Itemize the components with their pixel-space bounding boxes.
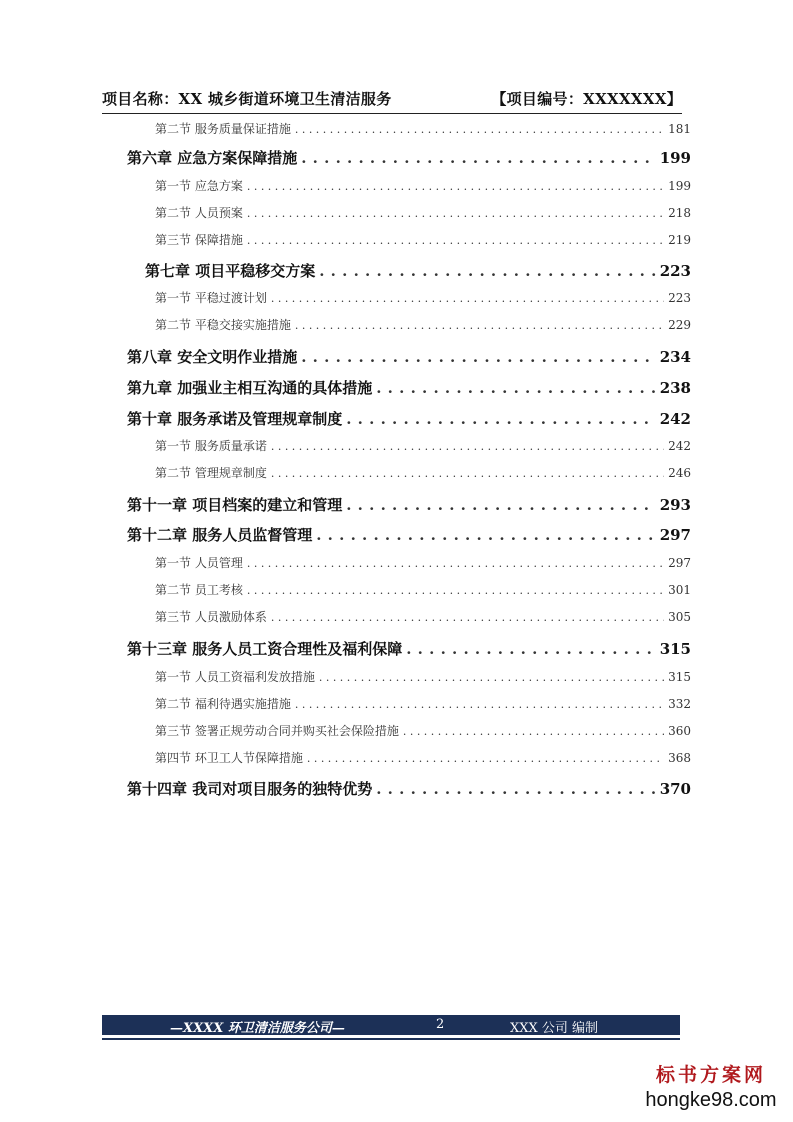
toc-entry-label: 第十四章 我司对项目服务的独特优势 <box>127 780 373 798</box>
toc-chapter-row[interactable] <box>127 524 691 545</box>
toc-page-number: 370 <box>659 780 691 798</box>
toc-page-number: 246 <box>668 466 691 480</box>
toc-page-number: 360 <box>668 724 691 738</box>
toc-page-number: 181 <box>668 122 691 136</box>
toc-entry-label: 第十三章 服务人员工资合理性及福利保障 <box>127 640 403 658</box>
toc-entry-label: 第二节 管理规章制度 <box>155 466 267 480</box>
toc-chapter-row[interactable] <box>127 408 691 429</box>
toc-leader-dots <box>247 584 664 597</box>
toc-leader-dots <box>316 526 655 544</box>
watermark <box>636 1064 786 1112</box>
toc-leader-dots <box>295 698 664 711</box>
toc-leader-dots <box>301 149 655 167</box>
toc-page-number: 242 <box>659 410 691 428</box>
footer-company: —XXXX 环卫清洁服务公司— <box>170 1021 345 1036</box>
toc-leader-dots <box>271 611 664 624</box>
toc-leader-dots <box>319 671 664 684</box>
toc-entry-label: 第二节 福利待遇实施措施 <box>155 697 291 711</box>
toc-entry-label: 第十章 服务承诺及管理规章制度 <box>127 410 343 428</box>
toc-leader-dots <box>295 319 664 332</box>
toc-entry-label: 第二节 平稳交接实施措施 <box>155 318 291 332</box>
toc-section-row[interactable] <box>155 120 691 137</box>
toc-page-number: 368 <box>668 751 691 765</box>
toc-leader-dots <box>403 725 664 738</box>
toc-page-number: 315 <box>668 670 691 684</box>
toc-section-row[interactable] <box>155 668 691 685</box>
toc-entry-label: 第六章 应急方案保障措施 <box>127 149 298 167</box>
project-name: 项目名称：XX 城乡街道环境卫生清洁服务 <box>102 90 392 108</box>
toc-entry-label: 第二节 服务质量保证措施 <box>155 122 291 136</box>
toc-entry-label: 第九章 加强业主相互沟通的具体措施 <box>127 379 373 397</box>
toc-entry-label: 第一节 服务质量承诺 <box>155 439 267 453</box>
watermark-name: 标书方案网 <box>655 1065 766 1086</box>
toc-page-number: 199 <box>659 149 691 167</box>
toc-leader-dots <box>376 379 655 397</box>
toc-section-row[interactable] <box>155 608 691 625</box>
toc-leader-dots <box>247 557 664 570</box>
toc-page-number: 229 <box>668 318 691 332</box>
toc-leader-dots <box>271 467 664 480</box>
toc-page-number: 223 <box>668 291 691 305</box>
page-footer <box>102 1015 680 1035</box>
toc-page-number: 293 <box>659 496 691 514</box>
toc-page-number: 297 <box>668 556 691 570</box>
toc-page-number: 219 <box>668 233 691 247</box>
toc-entry-label: 第十二章 服务人员监督管理 <box>127 526 313 544</box>
toc-section-row[interactable] <box>155 231 691 248</box>
footer-compiled-by: XXX 公司 编制 <box>510 1021 599 1036</box>
toc-leader-dots <box>346 410 655 428</box>
toc-entry-label: 第八章 安全文明作业措施 <box>127 348 298 366</box>
toc-entry-label: 第一节 平稳过渡计划 <box>155 291 267 305</box>
toc-chapter-row[interactable] <box>127 346 691 367</box>
toc-page-number: 234 <box>659 348 691 366</box>
toc-leader-dots <box>247 180 664 193</box>
toc-leader-dots <box>295 123 664 136</box>
toc-entry-label: 第一节 应急方案 <box>155 179 243 193</box>
toc-page-number: 199 <box>668 179 691 193</box>
toc-section-row[interactable] <box>155 581 691 598</box>
toc-leader-dots <box>307 752 664 765</box>
toc-entry-label: 第三节 保障措施 <box>155 233 243 247</box>
toc-page-number: 218 <box>668 206 691 220</box>
toc-entry-label: 第四节 环卫工人节保障措施 <box>155 751 303 765</box>
toc-page-number: 301 <box>668 583 691 597</box>
toc-chapter-row[interactable] <box>127 377 691 398</box>
toc-leader-dots <box>247 234 664 247</box>
toc-page-number: 305 <box>668 610 691 624</box>
toc-section-row[interactable] <box>155 177 691 194</box>
project-code: 【项目编号：XXXXXXX】 <box>491 90 682 108</box>
toc-leader-dots <box>301 348 655 366</box>
toc-page-number: 223 <box>659 262 691 280</box>
toc-page-number: 238 <box>659 379 691 397</box>
toc-entry-label: 第三节 签署正规劳动合同并购买社会保险措施 <box>155 724 399 738</box>
toc-section-row[interactable] <box>155 437 691 454</box>
toc-section-row[interactable] <box>155 289 691 306</box>
toc-entry-label: 第十一章 项目档案的建立和管理 <box>127 496 343 514</box>
toc-chapter-row[interactable] <box>127 494 691 515</box>
toc-leader-dots <box>376 780 655 798</box>
toc-section-row[interactable] <box>155 464 691 481</box>
toc-page-number: 315 <box>659 640 691 658</box>
toc-leader-dots <box>406 640 655 658</box>
toc-entry-label: 第二节 员工考核 <box>155 583 243 597</box>
toc-chapter-row[interactable] <box>127 147 691 168</box>
toc-chapter-row[interactable] <box>127 778 691 799</box>
footer-page-number: 2 <box>436 1017 445 1032</box>
toc-section-row[interactable] <box>155 695 691 712</box>
toc-chapter-row[interactable] <box>127 638 691 659</box>
toc-entry-label: 第三节 人员激励体系 <box>155 610 267 624</box>
toc-leader-dots <box>247 207 664 220</box>
toc-leader-dots <box>271 440 664 453</box>
watermark-url: hongke98.com <box>645 1089 777 1111</box>
footer-divider <box>102 1038 680 1040</box>
toc-leader-dots <box>319 262 655 280</box>
toc-page-number: 242 <box>668 439 691 453</box>
toc-entry-label: 第二节 人员预案 <box>155 206 243 220</box>
toc-section-row[interactable] <box>155 204 691 221</box>
toc-page-number: 332 <box>668 697 691 711</box>
toc-chapter-row[interactable] <box>145 260 691 281</box>
toc-entry-label: 第七章 项目平稳移交方案 <box>145 262 316 280</box>
toc-section-row[interactable] <box>155 722 691 739</box>
toc-section-row[interactable] <box>155 749 691 766</box>
toc-leader-dots <box>346 496 655 514</box>
toc-entry-label: 第一节 人员管理 <box>155 556 243 570</box>
toc-page-number: 297 <box>659 526 691 544</box>
toc-leader-dots <box>271 292 664 305</box>
page-header <box>102 88 682 109</box>
header-divider <box>102 113 682 114</box>
toc-section-row[interactable] <box>155 316 691 333</box>
toc-entry-label: 第一节 人员工资福利发放措施 <box>155 670 315 684</box>
toc-section-row[interactable] <box>155 554 691 571</box>
